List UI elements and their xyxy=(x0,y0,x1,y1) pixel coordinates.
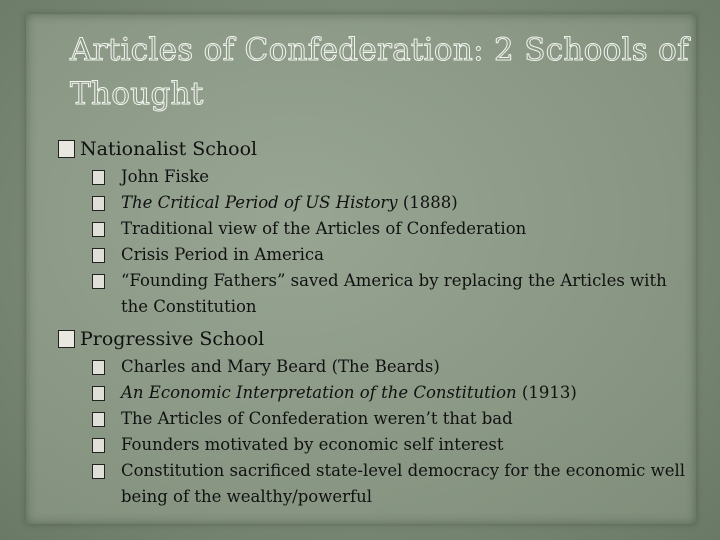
section-heading-progressive: Progressive School xyxy=(58,324,698,354)
bullet-box-icon xyxy=(92,222,105,237)
list-item: John Fiske xyxy=(58,164,698,190)
list-item: Traditional view of the Articles of Confederation xyxy=(58,216,698,242)
bullet-box-icon xyxy=(92,274,105,289)
list-item: Crisis Period in America xyxy=(58,242,698,268)
list-item: The Critical Period of US History (1888) xyxy=(58,190,698,216)
list-item: Founders motivated by economic self interest xyxy=(58,432,698,458)
list-item: Constitution sacrificed state-level democracy for the economic well being of the wealthy/powerful xyxy=(58,458,698,510)
bullet-list xyxy=(58,134,698,510)
bullet-box-icon xyxy=(92,386,105,401)
bullet-box-icon xyxy=(92,248,105,263)
list-item: “Founding Fathers” saved America by replacing the Articles with the Constitution xyxy=(58,268,698,320)
bullet-box-icon xyxy=(92,196,105,211)
slide-title: Articles of Confederation: 2 Schools of Thought xyxy=(70,32,689,112)
list-item: An Economic Interpretation of the Constitution (1913) xyxy=(58,380,698,406)
content-panel xyxy=(26,14,696,524)
bullet-box-icon xyxy=(92,412,105,427)
list-item: Charles and Mary Beard (The Beards) xyxy=(58,354,698,380)
list-item: The Articles of Confederation weren’t that bad xyxy=(58,406,698,432)
bullet-box-icon xyxy=(92,438,105,453)
section-heading-nationalist: Nationalist School xyxy=(58,134,698,164)
bullet-box-icon xyxy=(92,170,105,185)
bullet-box-icon xyxy=(92,464,105,479)
bullet-box-icon xyxy=(58,140,75,158)
bullet-box-icon xyxy=(58,330,75,348)
bullet-box-icon xyxy=(92,360,105,375)
